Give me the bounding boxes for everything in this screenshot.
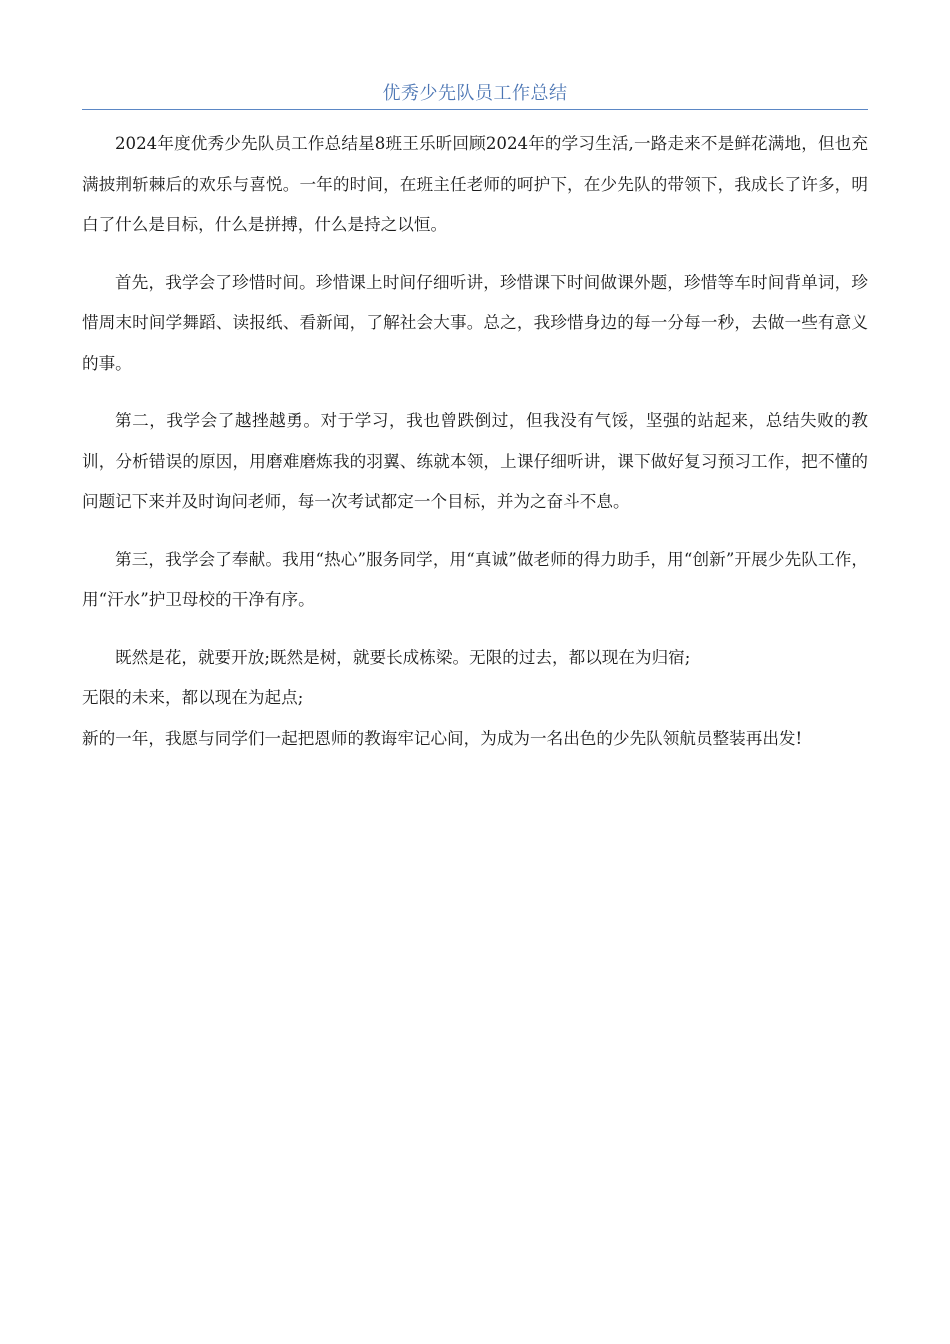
document-title: 优秀少先队员工作总结 — [382, 83, 568, 104]
paragraph-first-point: 首先，我学会了珍惜时间。珍惜课上时间仔细听讲，珍惜课下时间做课外题，珍惜等车时间背单词，珍惜周末时间学舞蹈、读报纸、看新闻，了解社会大事。总之，我珍惜身边的每一分每一秒，去做一些有意义的事。 — [82, 272, 868, 373]
closing-line-1: 既然是花，就要开放;既然是树，就要长成栋梁。无限的过去，都以现在为归宿; — [115, 647, 691, 667]
paragraph-second-point: 第二，我学会了越挫越勇。对于学习，我也曾跌倒过，但我没有气馁，坚强的站起来，总结失败的教训，分析错误的原因，用磨难磨炼我的羽翼、练就本领，上课仔细听讲，课下做好复习预习工作，把不懂的问题记下来并及时询问老师，每一次考试都定一个目标，并为之奋斗不息。 — [82, 411, 868, 511]
paragraph-third-point: 第三，我学会了奉献。我用“热心”服务同学，用“真诚”做老师的得力助手，用“创新”开展少先队工作，用“汗水”护卫母校的干净有序。 — [82, 549, 868, 609]
document-page — [82, 78, 868, 759]
closing-line-2: 无限的未来，都以现在为起点; — [82, 688, 304, 707]
document-body — [82, 124, 868, 759]
closing-line-3: 新的一年，我愿与同学们一起把恩师的教诲牢记心间，为成为一名出色的少先队领航员整装再出发! — [82, 728, 803, 748]
document-header — [82, 78, 868, 110]
paragraph-intro: 2024年度优秀少先队员工作总结星8班王乐昕回顾2024年的学习生活,一路走来不是鲜花满地，但也充满披荆斩棘后的欢乐与喜悦。一年的时间，在班主任老师的呵护下，在少先队的带领下，我成长了许多，明白了什么是目标，什么是拼搏，什么是持之以恒。 — [82, 134, 868, 234]
